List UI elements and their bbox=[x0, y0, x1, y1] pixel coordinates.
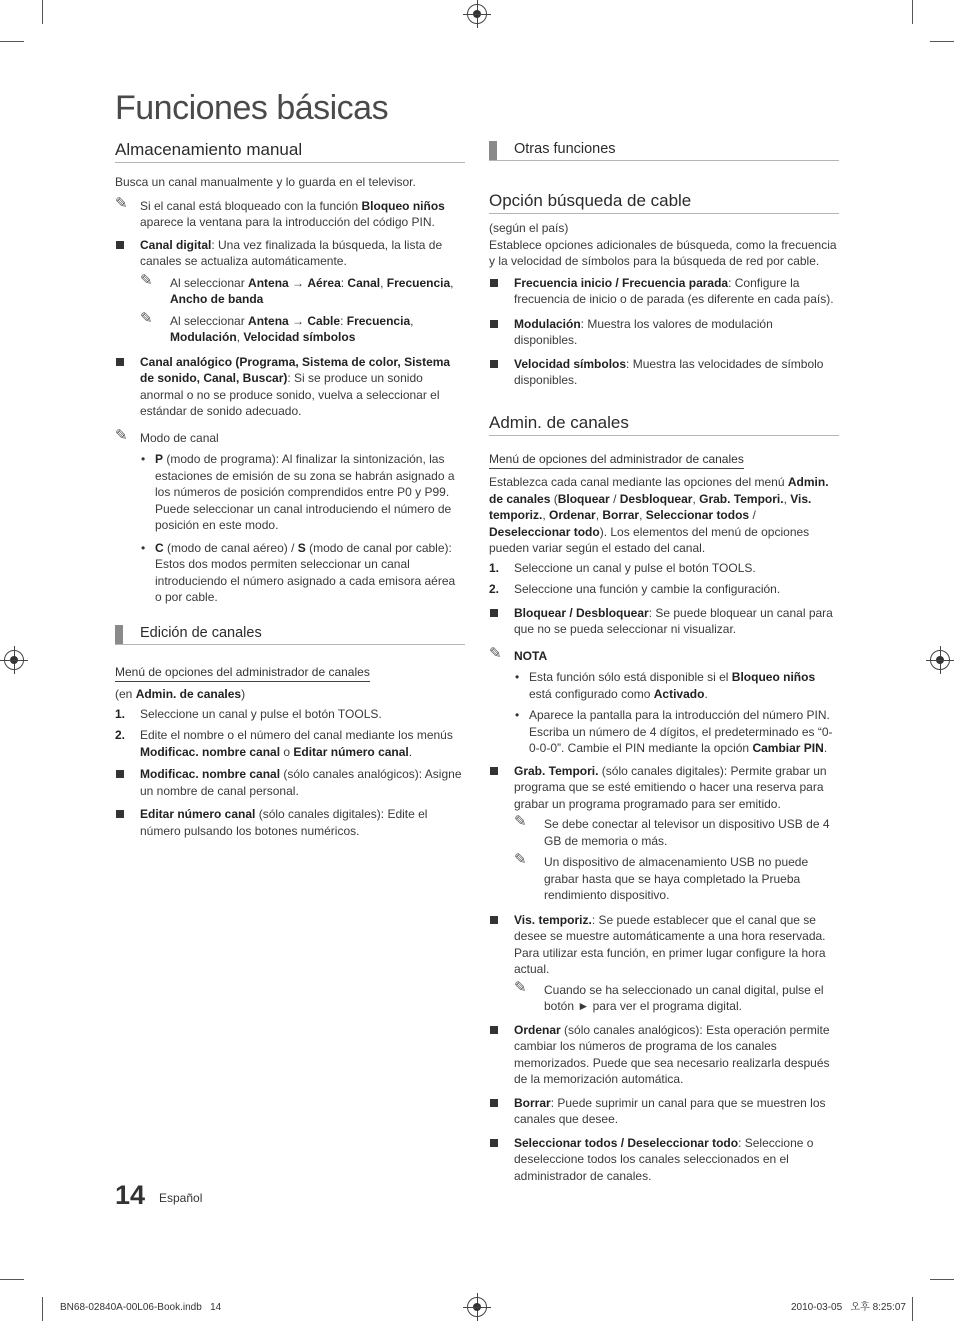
menu-heading: Menú de opciones del administrador de canales bbox=[489, 451, 744, 470]
section-heading-cable: Opción búsqueda de cable bbox=[489, 191, 839, 214]
registration-mark-icon bbox=[467, 4, 487, 24]
registration-mark-icon bbox=[4, 650, 24, 670]
crop-mark bbox=[930, 1279, 954, 1280]
crop-mark bbox=[912, 0, 913, 24]
list-item-borrar: Borrar: Puede suprimir un canal para que se muestren los canales que desee. bbox=[489, 1095, 839, 1128]
list-item-frecuencia: Frecuencia inicio / Frecuencia parada: Configure la frecuencia de inicio o de parada (es diferente en cada país). bbox=[489, 275, 839, 308]
pencil-note-icon: ✎ bbox=[115, 426, 128, 444]
note: ✎ Se debe conectar al televisor un dispositivo USB de 4 GB de memoria o más. bbox=[514, 813, 830, 848]
print-slug-file: BN68-02840A-00L06-Book.indb 14 bbox=[60, 1302, 222, 1313]
step-1: 1. Seleccione un canal y pulse el botón TOOLS. bbox=[489, 560, 756, 575]
step-1: 1. Seleccione un canal y pulse el botón TOOLS. bbox=[115, 706, 382, 721]
step-2: 2. Seleccione una función y cambie la configuración. bbox=[489, 582, 781, 596]
registration-mark-icon bbox=[467, 1297, 487, 1317]
list-item-canal-digital: Canal digital: Una vez finalizada la búsqueda, la lista de canales se actualiza automáticamente. ✎ Al seleccionar Antena → Aérea: Canal, Frecuencia, Ancho de banda ✎ Al seleccionar Antena → Cable: Frecuencia, Modulación, Velocidad símbolos bbox=[115, 237, 465, 346]
section-heading-almacenamiento: Almacenamiento manual bbox=[115, 140, 465, 163]
page-language: Español bbox=[159, 1191, 203, 1205]
list-item-ordenar: Ordenar (sólo canales analógicos): Esta operación permite cambiar los números de programa de los canales memorizados. Puede que sea necesario realizarla después de la memorización automática. bbox=[489, 1022, 839, 1088]
list-item-velocidad: Velocidad símbolos: Muestra las velocidades de símbolo disponibles. bbox=[489, 356, 839, 389]
note: ✎ Si el canal está bloqueado con la función Bloqueo niños aparece la ventana para la introducción del código PIN. bbox=[115, 194, 445, 229]
pencil-note-icon: ✎ bbox=[140, 309, 153, 327]
crop-mark bbox=[42, 1297, 43, 1321]
pencil-note-icon: ✎ bbox=[115, 194, 128, 212]
left-column bbox=[115, 140, 465, 839]
pencil-note-icon: ✎ bbox=[514, 978, 527, 996]
intro-text: Busca un canal manualmente y lo guarda en el televisor. bbox=[115, 175, 416, 189]
pencil-note-icon: ✎ bbox=[514, 851, 527, 868]
step-2: 2. Edite el nombre o el número del canal mediante los menús Modificac. nombre canal o Editar número canal. bbox=[115, 728, 453, 759]
dot-item-p: • P (modo de programa): Al finalizar la sintonización, las estaciones de emisión de su zona se habrán asignado a los números de posición comprendidos entre P0 y P99. Puede seleccionar un canal introduciendo el número de posición en este modo. bbox=[140, 451, 465, 534]
section-heading-admin: Admin. de canales bbox=[489, 413, 839, 436]
subsection-heading-edicion: Edición de canales bbox=[115, 624, 465, 645]
note-modo-canal: ✎ Modo de canal • P (modo de programa): Al finalizar la sintonización, las estaciones de emisión de su zona se habrán asignado a los números de posición comprendidos entre P0 y P99. Puede seleccionar un canal introduciendo el número de posición en este modo. • C (modo de canal aéreo) / S (modo de canal por cable): Estos dos modos permiten seleccionar un canal introduciendo el número asignado a cada emisora aérea o por cable. bbox=[115, 430, 465, 606]
list-item-canal-analogico: Canal analógico (Programa, Sistema de color, Sistema de sonido, Canal, Buscar): Si se produce un sonido anormal o no se produce sonido, vuelva a seleccionar el estándar de sonido adecuado. bbox=[115, 354, 465, 420]
intro-text: Establece opciones adicionales de búsqueda, como la frecuencia y la velocidad de símbolos para la búsqueda de red por cable. bbox=[489, 237, 837, 268]
pencil-note-icon: ✎ bbox=[489, 644, 502, 662]
crop-mark bbox=[0, 41, 24, 42]
dot-item: • Esta función sólo está disponible si el Bloqueo niños está configurado como Activado. bbox=[514, 669, 839, 702]
note-nota: ✎ NOTA • Esta función sólo está disponible si el Bloqueo niños está configurado como Activado. • Aparece la pantalla para la introducción del número PIN. Escriba un número de 4 dígitos, el predeterminado es “0-0-0-0”. Cambie el PIN mediante la opción Cambiar PIN. bbox=[489, 648, 839, 757]
list-item-bloquear: Bloquear / Desbloquear: Se puede bloquear un canal para que no se pueda seleccionar ni visualizar. bbox=[489, 605, 839, 638]
list-item-modificac: Modificac. nombre canal (sólo canales analógicos): Asigne un nombre de canal personal. bbox=[115, 766, 465, 799]
right-column bbox=[489, 140, 839, 1184]
intro-text: Establezca cada canal mediante las opciones del menú Admin. de canales (Bloquear / Desbloquear, Grab. Tempori., Vis. temporiz., Ordenar, Borrar, Seleccionar todos / Deseleccionar todo). Los elementos del menú de opciones pueden variar según el estado del canal. bbox=[489, 475, 829, 555]
list-item-vis: Vis. temporiz.: Se puede establecer que el canal que se desee se muestre automáticamente a una hora reservada. Para utilizar esta función, en primer lugar configure la hora actual. ✎ Cuando se ha seleccionado un canal digital, pulse el botón ► para ver el programa digital. bbox=[489, 912, 839, 1015]
print-slug-date: 2010-03-05 오후 8:25:07 bbox=[791, 1302, 906, 1313]
country-note: (según el país) bbox=[489, 221, 569, 235]
page-title: Funciones básicas bbox=[115, 89, 389, 127]
crop-mark bbox=[912, 1297, 913, 1321]
note: ✎ Al seleccionar Antena → Aérea: Canal, Frecuencia, Ancho de banda bbox=[140, 271, 454, 306]
list-item-modulacion: Modulación: Muestra los valores de modulación disponibles. bbox=[489, 316, 839, 349]
list-item-seleccionar: Seleccionar todos / Deseleccionar todo: Seleccione o deseleccione todos los canales seleccionados en el administrador de canales. bbox=[489, 1135, 839, 1185]
note: ✎ Al seleccionar Antena → Cable: Frecuencia, Modulación, Velocidad símbolos bbox=[140, 309, 414, 344]
note: ✎ Un dispositivo de almacenamiento USB no puede grabar hasta que se haya completado la Prueba rendimiento dispositivo. bbox=[514, 851, 809, 902]
note: ✎ Cuando se ha seleccionado un canal digital, pulse el botón ► para ver el programa digital. bbox=[514, 978, 824, 1013]
crop-mark bbox=[930, 41, 954, 42]
dot-item: • Aparece la pantalla para la introducción del número PIN. Escriba un número de 4 dígitos, el predeterminado es “0-0-0-0”. Cambie el PIN mediante la opción Cambiar PIN. bbox=[514, 707, 839, 757]
dot-item-c: • C (modo de canal aéreo) / S (modo de canal por cable): Estos dos modos permiten seleccionar un canal introduciendo el número asignado a cada emisora aérea o por cable. bbox=[140, 540, 465, 606]
pencil-note-icon: ✎ bbox=[514, 813, 527, 830]
context-text: (en Admin. de canales) bbox=[115, 687, 246, 701]
page-number: 14 bbox=[115, 1180, 146, 1210]
menu-heading: Menú de opciones del administrador de canales bbox=[115, 664, 370, 683]
list-item-editar: Editar número canal (sólo canales digitales): Edite el número pulsando los botones numéricos. bbox=[115, 806, 465, 839]
registration-mark-icon bbox=[930, 650, 950, 670]
pencil-note-icon: ✎ bbox=[140, 271, 153, 289]
list-item-grab: Grab. Tempori. (sólo canales digitales): Permite grabar un programa que se esté emitiendo o hacer una reserva para grabar un programa programado para ser emitido. ✎ Se debe conectar al televisor un dispositivo USB de 4 GB de memoria o más. ✎ Un dispositivo de almacenamiento USB no puede grabar hasta que se haya completado la Prueba rendimiento dispositivo. bbox=[489, 763, 839, 904]
subsection-heading-otras: Otras funciones bbox=[489, 140, 839, 161]
crop-mark bbox=[42, 0, 43, 24]
crop-mark bbox=[0, 1279, 24, 1280]
